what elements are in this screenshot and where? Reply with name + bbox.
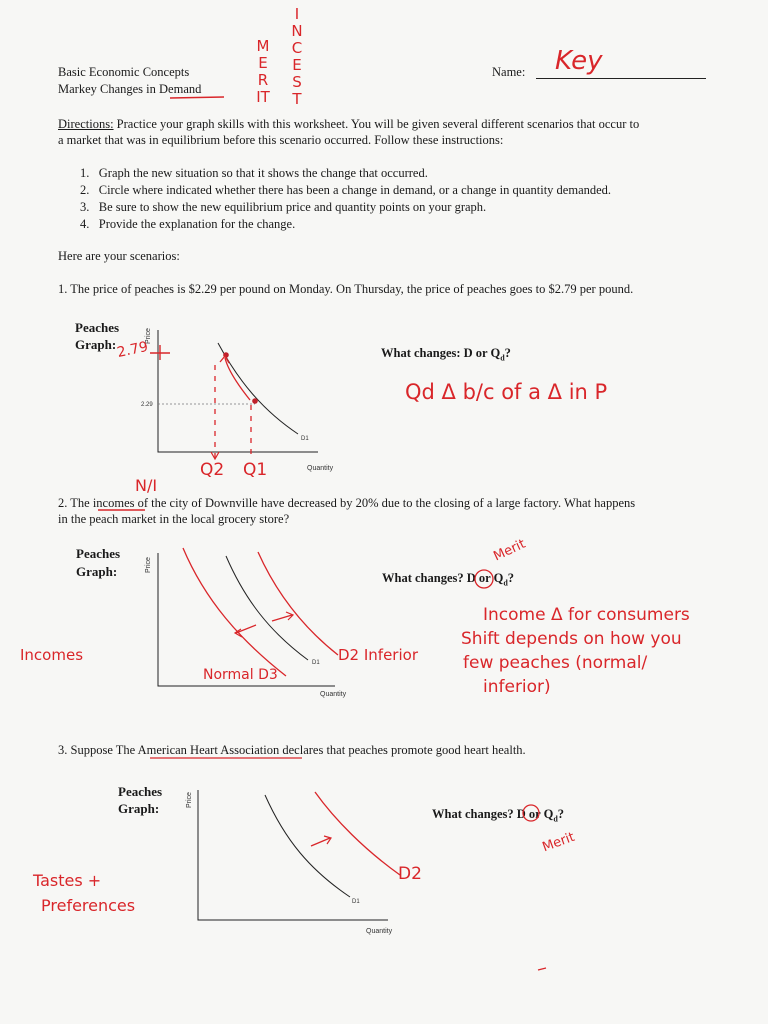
scenario-1-question-sub: d [500, 353, 505, 363]
scenario-2-hw-side: Incomes [20, 646, 84, 664]
scenario-2-curve-label: D1 [312, 660, 320, 666]
scenario-2-quantity-axis: Quantity [320, 691, 347, 698]
instruction-item: 1. Graph the new situation so that it shows the change that occurred. [80, 166, 428, 180]
scenario-2-hw-answer-line: Shift depends on how you [461, 629, 682, 649]
scenario-1-question-end: ? [504, 346, 511, 360]
scenario-2-price-axis: Price [145, 557, 152, 573]
scenario-1-price-axis: Price [145, 328, 152, 344]
scenario-2-question-end: ? [507, 571, 515, 585]
scenario-3-hw-side [33, 868, 135, 918]
scenario-3-hw-d2: D2 [398, 864, 422, 884]
name-value: Key [555, 46, 603, 76]
worksheet-title-text: Markey Changes in Demand [58, 82, 202, 96]
directions-label: Directions: [58, 117, 114, 131]
scenario-1-hw-q2: Q2 [200, 460, 225, 480]
scenario-2-hw-answer-line: inferior) [483, 677, 551, 697]
scenario-2-graph-title2: Graph: [76, 564, 118, 579]
scenario-2-hw-answer-line: few peaches (normal/ [463, 653, 648, 673]
scenario-3-quantity-axis: Quantity [366, 928, 393, 935]
directions-text1: Practice your graph skills with this worksheet. You will be given several different scenarios that occur to [113, 117, 640, 131]
scenario-2-hw-ni: N/I [135, 476, 158, 495]
scenario-1-hw-answer: Qd Δ b/c of a Δ in P [405, 380, 608, 404]
scenario-1-hw-price: 2.79 [115, 338, 150, 362]
scenario-2-hw-merit: Merit [491, 536, 528, 565]
scenario-3-graph-title: Peaches [118, 784, 163, 799]
scenario-2-text1: 2. The incomes of the city of Downville have decreased by 20% due to the closing of a large factory. What happens [58, 496, 636, 510]
scenario-3-question-sub: d [553, 814, 558, 824]
course-title: Basic Economic Concepts [58, 65, 190, 79]
instruction-item: 2. Circle where indicated whether there has been a change in demand, or a change in quantity demanded. [80, 183, 612, 197]
scenario-3-question-end: ? [557, 807, 565, 821]
scenario-3-hw-side-line: Tastes + [33, 871, 102, 890]
scenario-1-graph-title2: Graph: [75, 337, 117, 352]
incest-vertical-note: INCEST [291, 5, 303, 108]
scenario-3-text: 3. Suppose The American Heart Association declares that peaches promote good heart health. [58, 743, 526, 757]
scenario-1-hw-q1: Q1 [243, 460, 268, 480]
scenario-2-hw-d2: D2 Inferior [338, 646, 418, 664]
scenario-2-question-sub: d [503, 578, 508, 588]
scenario-2-graph-title: Peaches [76, 546, 121, 561]
scenario-3-circle-d [523, 805, 539, 821]
scenario-1-curve-label: D1 [301, 436, 309, 442]
scenario-3-demand-d2 [315, 792, 400, 875]
merit-vertical-note: MERIT [256, 37, 270, 106]
instruction-item: 4. Provide the explanation for the change. [80, 217, 296, 231]
scenario-3-price-axis: Price [186, 792, 193, 808]
scenario-1-quantity-axis: Quantity [307, 465, 334, 472]
scenario-1-question-text: What changes: D or Q [381, 346, 501, 360]
scenario-2-hw-answer-line: Income Δ for consumers [483, 605, 690, 625]
scenario-1-price-tick: 2.29 [141, 402, 153, 408]
name-label: Name: [492, 65, 526, 79]
scenario-2-hw-d3: Normal D3 [203, 667, 278, 683]
directions-line2: a market that was in equilibrium before this scenario occurred. Follow these instructions: [58, 133, 504, 147]
scenario-3-curve-label: D1 [352, 899, 360, 905]
scenario-1-text: 1. The price of peaches is $2.29 per pound on Monday. On Thursday, the price of peaches goes to $2.79 per pound. [58, 282, 634, 296]
scenario-3-hw-side-line: Preferences [41, 896, 136, 915]
scenarios-intro: Here are your scenarios: [58, 249, 180, 263]
instruction-item: 3. Be sure to show the new equilibrium price and quantity points on your graph. [80, 200, 487, 214]
scenario-2-question-text: What changes? D or Q [382, 571, 504, 585]
scenario-3-hw-merit: Merit [540, 829, 577, 856]
scenario-3-question-text: What changes? D or Q [432, 807, 554, 821]
scenario-2-text2: in the peach market in the local grocery store? [58, 512, 290, 526]
scenario-3-graph-title2: Graph: [118, 801, 160, 816]
scenario-1-graph-title: Peaches [75, 320, 120, 335]
scenario-3-shift-arrow [311, 838, 330, 846]
stray-mark [538, 968, 546, 970]
scenario-3-demand-d1 [265, 795, 350, 897]
